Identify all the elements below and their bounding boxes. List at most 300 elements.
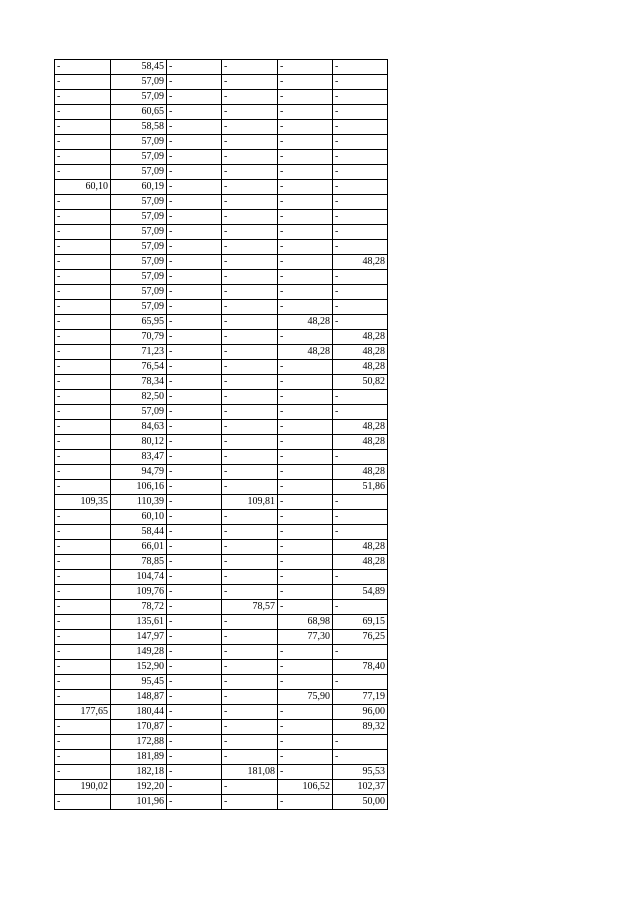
table-cell: - [55,165,111,180]
table-cell: - [167,75,222,90]
table-row [55,120,388,135]
table-row [55,600,388,615]
table-cell: - [55,150,111,165]
table-row [55,270,388,285]
table-cell: - [333,135,388,150]
table-cell: 69,15 [333,615,388,630]
table-row [55,465,388,480]
table-cell: - [167,135,222,150]
table-cell: 48,28 [333,255,388,270]
table-cell: 58,44 [111,525,167,540]
table-cell: - [222,150,278,165]
table-cell: - [167,450,222,465]
table-row [55,690,388,705]
table-cell: - [222,105,278,120]
table-cell: - [167,540,222,555]
table-cell: - [333,390,388,405]
table-cell: - [222,405,278,420]
table-cell: 66,01 [111,540,167,555]
table-cell: - [222,240,278,255]
table-cell: - [222,165,278,180]
table-cell: - [333,570,388,585]
table-cell: - [222,375,278,390]
table-cell: - [278,600,333,615]
table-cell: - [222,60,278,75]
table-row [55,315,388,330]
table-cell: - [333,300,388,315]
table-row [55,645,388,660]
table-cell: 78,57 [222,600,278,615]
table-cell: 170,87 [111,720,167,735]
table-cell: 77,19 [333,690,388,705]
table-row [55,330,388,345]
table-cell: - [167,90,222,105]
table-cell: - [278,240,333,255]
table-cell: - [167,735,222,750]
table-cell: 106,52 [278,780,333,795]
table-cell: 48,28 [333,330,388,345]
table-cell: - [167,615,222,630]
table-cell: 181,89 [111,750,167,765]
table-cell: 50,82 [333,375,388,390]
table-cell: - [333,90,388,105]
table-cell: 57,09 [111,300,167,315]
table-cell: - [167,315,222,330]
table-cell: - [222,435,278,450]
table-cell: - [333,525,388,540]
table-cell: - [222,540,278,555]
table-cell: - [167,675,222,690]
table-cell: - [55,615,111,630]
table-cell: - [333,240,388,255]
table-row [55,705,388,720]
table-cell: - [222,480,278,495]
table-cell: - [222,420,278,435]
table-cell: 48,28 [333,420,388,435]
table-cell: - [167,405,222,420]
table-cell: 83,47 [111,450,167,465]
table-cell: - [222,285,278,300]
table-cell: - [167,570,222,585]
table-cell: - [55,285,111,300]
table-cell: - [55,645,111,660]
table-cell: 60,65 [111,105,167,120]
table-row [55,90,388,105]
table-cell: - [278,120,333,135]
table-cell: - [55,720,111,735]
table-cell: 76,54 [111,360,167,375]
table-cell: - [222,795,278,810]
table-row [55,105,388,120]
table-cell: 149,28 [111,645,167,660]
table-cell: - [222,705,278,720]
table-cell: - [167,330,222,345]
table-cell: 54,89 [333,585,388,600]
table-cell: - [278,705,333,720]
table-cell: 180,44 [111,705,167,720]
table-cell: 182,18 [111,765,167,780]
table-cell: 192,20 [111,780,167,795]
table-cell: 48,28 [333,540,388,555]
table-cell: - [167,255,222,270]
table-row [55,525,388,540]
table-cell: - [167,555,222,570]
table-cell: - [222,630,278,645]
table-cell: - [222,645,278,660]
table-cell: - [333,645,388,660]
table-cell: 57,09 [111,240,167,255]
table-body [55,60,388,810]
table-cell: 94,79 [111,465,167,480]
table-cell: - [167,510,222,525]
table-cell: - [278,750,333,765]
table-cell: - [55,540,111,555]
table-cell: - [222,615,278,630]
table-cell: - [278,180,333,195]
table-row [55,435,388,450]
table-cell: - [55,375,111,390]
table-cell: - [333,225,388,240]
table-row [55,240,388,255]
table-cell: - [222,465,278,480]
table-cell: - [278,165,333,180]
table-cell: - [278,540,333,555]
table-cell: - [278,675,333,690]
table-cell: - [333,600,388,615]
table-cell: - [278,60,333,75]
table-cell: 57,09 [111,165,167,180]
table-cell: - [333,165,388,180]
table-row [55,285,388,300]
table-cell: - [278,465,333,480]
table-cell: - [55,105,111,120]
table-cell: - [167,480,222,495]
table-cell: - [55,330,111,345]
table-cell: 60,10 [55,180,111,195]
table-cell: - [278,75,333,90]
table-cell: - [167,390,222,405]
table-cell: 57,09 [111,255,167,270]
table-cell: - [222,570,278,585]
table-cell: - [167,705,222,720]
table-cell: - [278,420,333,435]
table-cell: - [278,405,333,420]
table-cell: 60,10 [111,510,167,525]
table-row [55,630,388,645]
table-cell: - [222,300,278,315]
table-cell: 75,90 [278,690,333,705]
table-cell: 57,09 [111,195,167,210]
table-cell: - [278,645,333,660]
table-cell: - [167,420,222,435]
table-cell: - [167,195,222,210]
table-row [55,585,388,600]
table-cell: - [222,345,278,360]
table-cell: - [55,570,111,585]
table-cell: - [278,390,333,405]
table-cell: 152,90 [111,660,167,675]
table-cell: - [333,75,388,90]
table-cell: 172,88 [111,735,167,750]
table-cell: 84,63 [111,420,167,435]
table-cell: 80,12 [111,435,167,450]
table-cell: - [222,555,278,570]
table-cell: - [278,765,333,780]
table-cell: - [167,690,222,705]
table-cell: - [278,330,333,345]
table-cell: - [222,225,278,240]
table-cell: - [333,495,388,510]
table-cell: - [55,525,111,540]
table-cell: - [167,105,222,120]
table-cell: 95,53 [333,765,388,780]
table-cell: - [333,405,388,420]
table-cell: 110,39 [111,495,167,510]
table-cell: 71,23 [111,345,167,360]
table-cell: - [167,750,222,765]
table-cell: - [55,120,111,135]
table-cell: 48,28 [333,465,388,480]
table-cell: - [222,315,278,330]
table-cell: 48,28 [333,555,388,570]
table-cell: - [222,525,278,540]
spreadsheet [54,59,388,810]
table-row [55,60,388,75]
table-cell: 148,87 [111,690,167,705]
table-cell: 78,72 [111,600,167,615]
table-cell: - [278,510,333,525]
table-cell: 57,09 [111,135,167,150]
table-row [55,75,388,90]
table-row [55,555,388,570]
table-row [55,375,388,390]
table-cell: - [167,630,222,645]
table-row [55,300,388,315]
table-row [55,795,388,810]
table-cell: - [222,390,278,405]
table-cell: - [55,390,111,405]
table-cell: - [278,525,333,540]
table-cell: 60,19 [111,180,167,195]
table-row [55,135,388,150]
table-cell: 102,37 [333,780,388,795]
table-row [55,420,388,435]
table-cell: 82,50 [111,390,167,405]
table-cell: 48,28 [333,435,388,450]
table-cell: 48,28 [278,345,333,360]
table-cell: - [333,150,388,165]
table-cell: - [222,270,278,285]
table-cell: - [167,270,222,285]
table-cell: - [222,330,278,345]
table-row [55,675,388,690]
table-cell: - [55,450,111,465]
table-cell: - [55,90,111,105]
table-cell: - [167,780,222,795]
table-cell: - [167,435,222,450]
table-row [55,345,388,360]
table-cell: - [167,660,222,675]
table-cell: 78,85 [111,555,167,570]
table-row [55,615,388,630]
table-cell: 50,00 [333,795,388,810]
table-cell: 101,96 [111,795,167,810]
table-cell: - [278,285,333,300]
table-cell: - [222,675,278,690]
table-cell: - [55,630,111,645]
table-cell: 190,02 [55,780,111,795]
table-cell: - [167,525,222,540]
table-cell: - [333,195,388,210]
table-cell: - [55,420,111,435]
table-cell: - [167,225,222,240]
table-row [55,720,388,735]
table-cell: 57,09 [111,75,167,90]
table-cell: - [167,60,222,75]
table-cell: - [222,360,278,375]
table-cell: - [222,450,278,465]
table-cell: 68,98 [278,615,333,630]
table-cell: - [55,225,111,240]
table-cell: - [55,315,111,330]
table-cell: - [222,120,278,135]
table-cell: - [55,300,111,315]
table-cell: 57,09 [111,270,167,285]
table-row [55,180,388,195]
table-row [55,570,388,585]
table-cell: 96,00 [333,705,388,720]
table-row [55,660,388,675]
table-cell: - [222,210,278,225]
table-cell: - [167,375,222,390]
table-cell: - [55,750,111,765]
table-cell: 78,34 [111,375,167,390]
table-cell: - [55,555,111,570]
table-cell: 48,28 [333,345,388,360]
table-cell: - [55,480,111,495]
table-cell: - [55,405,111,420]
table-cell: - [278,555,333,570]
table-cell: - [333,180,388,195]
table-cell: - [167,495,222,510]
table-cell: - [278,300,333,315]
table-row [55,450,388,465]
table-cell: 58,58 [111,120,167,135]
table-cell: - [167,165,222,180]
table-cell: 78,40 [333,660,388,675]
table-cell: - [167,240,222,255]
table-cell: - [167,210,222,225]
table-cell: 104,74 [111,570,167,585]
table-cell: 77,30 [278,630,333,645]
table-cell: - [55,75,111,90]
table-cell: - [333,105,388,120]
table-cell: - [222,135,278,150]
table-cell: 57,09 [111,150,167,165]
table-cell: 106,16 [111,480,167,495]
table-cell: 89,32 [333,720,388,735]
table-cell: - [167,120,222,135]
table-row [55,195,388,210]
table-cell: 177,65 [55,705,111,720]
table-cell: - [333,60,388,75]
table-cell: 147,97 [111,630,167,645]
table-cell: - [278,135,333,150]
table-cell: - [55,135,111,150]
table-cell: - [333,270,388,285]
table-cell: - [278,225,333,240]
table-cell: - [55,435,111,450]
table-cell: - [278,255,333,270]
table-cell: - [222,195,278,210]
table-row [55,780,388,795]
table-cell: - [222,750,278,765]
table-cell: - [55,795,111,810]
table-cell: - [55,660,111,675]
table-row [55,495,388,510]
table-cell: - [333,450,388,465]
table-cell: - [55,240,111,255]
table-cell: - [333,120,388,135]
table-cell: - [55,735,111,750]
table-cell: - [278,210,333,225]
table-cell: - [222,255,278,270]
table-cell: 57,09 [111,405,167,420]
table-cell: 70,79 [111,330,167,345]
table-cell: - [278,435,333,450]
table-cell: 109,81 [222,495,278,510]
table-cell: - [167,465,222,480]
table-row [55,405,388,420]
table-cell: - [167,720,222,735]
table-cell: 48,28 [278,315,333,330]
table-cell: - [167,645,222,660]
data-table [54,59,388,810]
table-cell: - [333,315,388,330]
table-cell: 135,61 [111,615,167,630]
table-cell: - [278,480,333,495]
table-row [55,150,388,165]
table-cell: - [333,210,388,225]
table-cell: - [333,285,388,300]
table-cell: - [167,585,222,600]
table-cell: - [278,270,333,285]
table-cell: - [167,345,222,360]
table-row [55,510,388,525]
table-cell: - [222,735,278,750]
table-cell: - [222,510,278,525]
table-cell: 57,09 [111,225,167,240]
table-cell: - [55,600,111,615]
table-cell: 181,08 [222,765,278,780]
table-cell: - [55,675,111,690]
table-cell: - [167,765,222,780]
table-cell: - [278,150,333,165]
table-cell: - [222,585,278,600]
table-cell: - [333,675,388,690]
table-cell: - [55,60,111,75]
table-cell: - [278,735,333,750]
table-cell: - [55,360,111,375]
table-row [55,210,388,225]
table-cell: - [222,720,278,735]
table-row [55,225,388,240]
table-row [55,735,388,750]
table-cell: - [278,375,333,390]
table-cell: - [167,285,222,300]
table-cell: - [333,750,388,765]
table-cell: - [167,300,222,315]
